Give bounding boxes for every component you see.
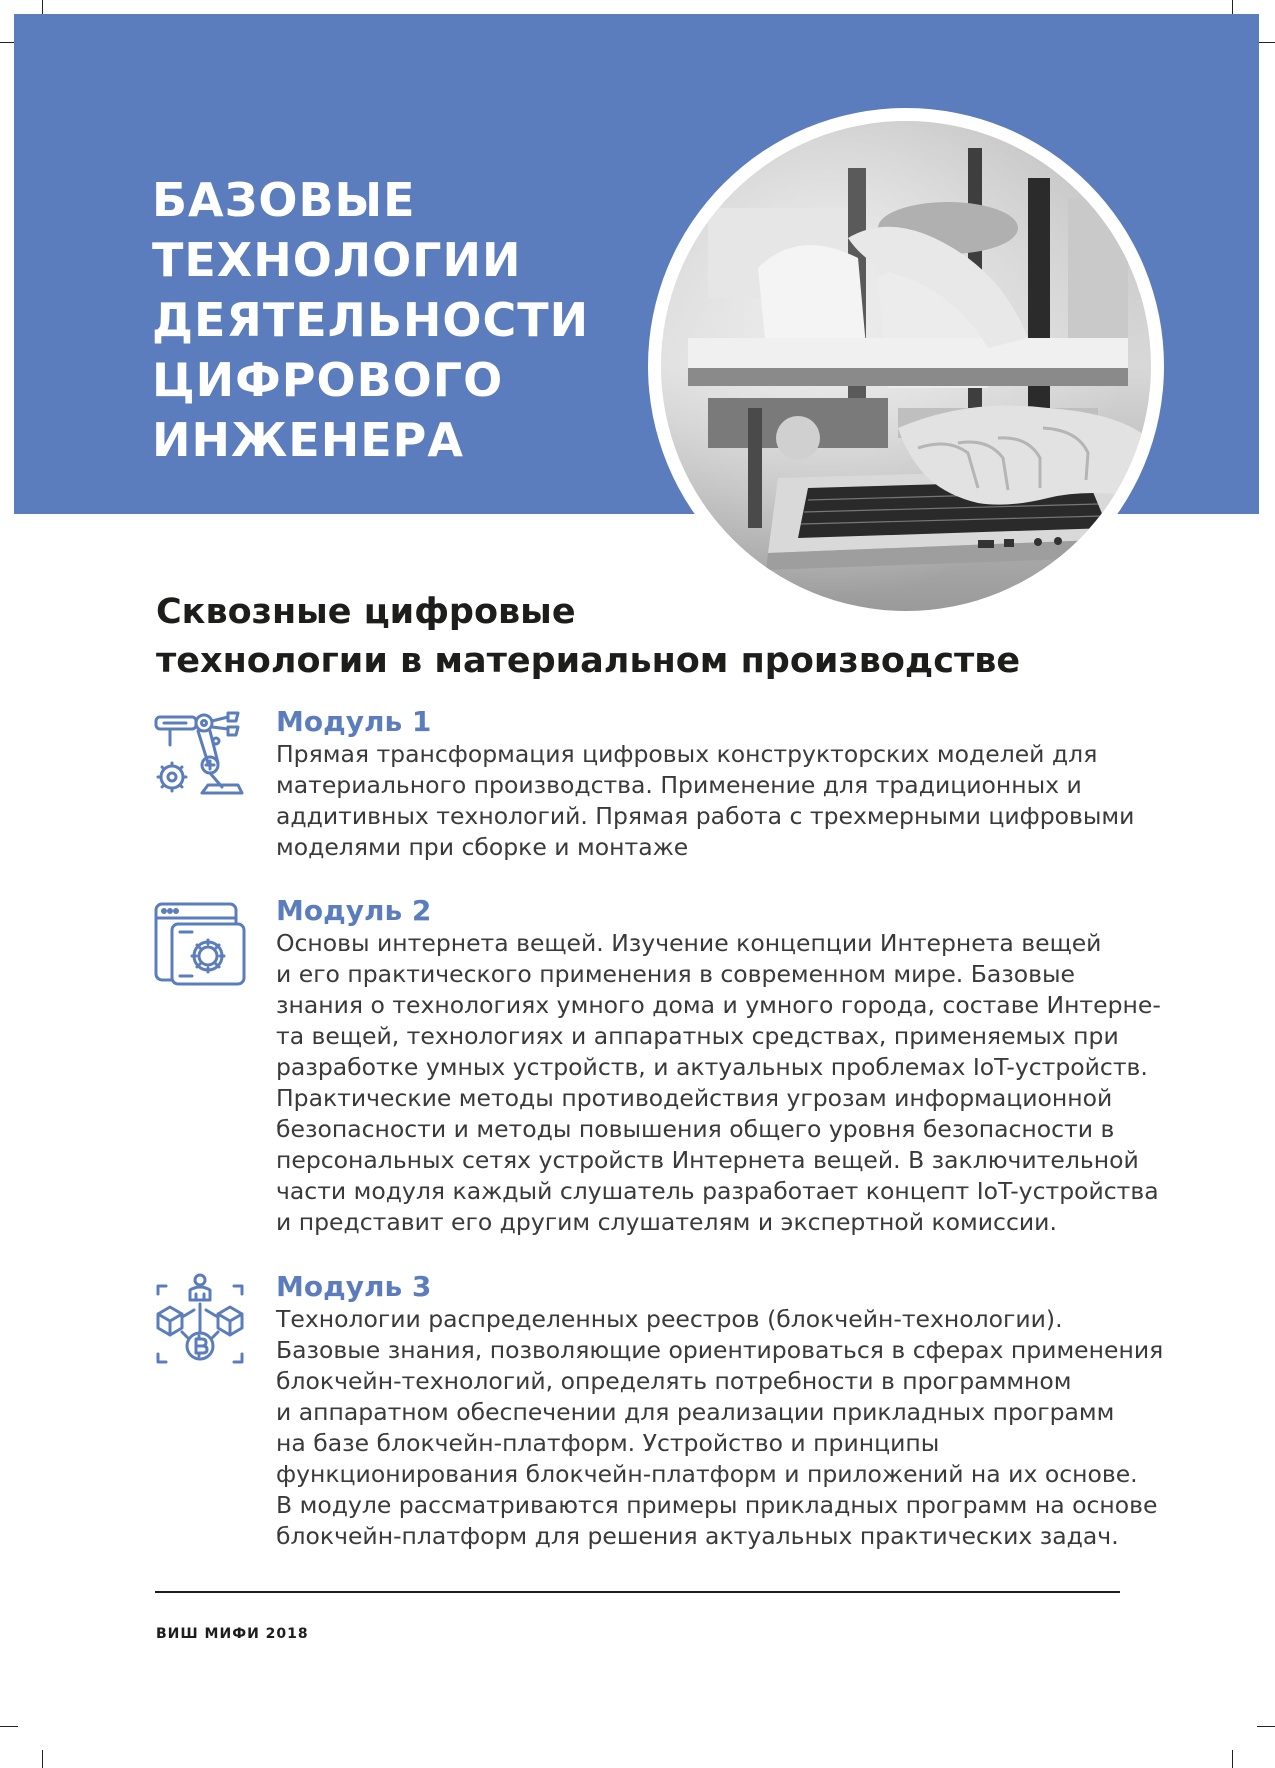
module-description [276,1304,1164,1552]
text-line: и аппаратном обеспечении для реализации прикладных программ [276,1398,1115,1426]
text-line: материального производства. Применение для традиционных и [276,771,1082,799]
module-description [276,928,1161,1238]
text-line: на базе блокчейн-платформ. Устройство и принципы [276,1429,940,1457]
section-title [156,588,1136,686]
section-title-line: Сквозные цифровые [156,592,576,632]
module-title: Модуль 2 [276,894,432,927]
crop-mark [1257,1726,1275,1727]
title-line: ЦИФРОВОГО [152,353,504,407]
module-title: Модуль 1 [276,705,432,738]
text-line: та вещей, технологиях и аппаратных средствах, применяемых при [276,1022,1119,1050]
text-line: функционирования блокчейн-платформ и приложений на их основе. [276,1460,1138,1488]
text-line: Технологии распределенных реестров (блокчейн-технологии). [276,1305,1063,1333]
title-line: БАЗОВЫЕ [152,173,416,227]
text-line: и его практического применения в современном мире. Базовые [276,960,1075,988]
section-title-line: технологии в материальном производстве [156,641,1021,681]
text-line: Основы интернета вещей. Изучение концепции Интернета вещей [276,929,1102,957]
laptop-photo-image [648,108,1164,624]
text-line: знания о технологиях умного дома и умного города, составе Интерне- [276,991,1161,1019]
title-line: ДЕЯТЕЛЬНОСТИ [152,293,590,347]
crop-mark [1232,1750,1233,1768]
text-line: блокчейн-платформ для решения актуальных практических задач. [276,1522,1119,1550]
text-line: Базовые знания, позволяющие ориентироваться в сферах применения [276,1336,1164,1364]
footer-text: ВИШ МИФИ 2018 [156,1626,309,1642]
text-line: персональных сетях устройств Интернета вещей. В заключительной [276,1146,1139,1174]
page-title [152,170,672,470]
header-photo [648,108,1164,624]
title-line: ИНЖЕНЕРА [152,413,464,467]
crop-mark [0,1726,18,1727]
text-line: аддитивных технологий. Прямая работа с трехмерными цифровыми [276,802,1135,830]
text-line: безопасности и методы повышения общего уровня безопасности в [276,1115,1115,1143]
text-line: разработке умных устройств, и актуальных проблемах IoT-устройств. [276,1053,1148,1081]
text-line: Прямая трансформация цифровых конструкторских моделей для [276,740,1098,768]
text-line: блокчейн-технологий, определять потребности в программном [276,1367,1072,1395]
text-line: Практические методы противодействия угрозам информационной [276,1084,1113,1112]
text-line: В модуле рассматриваются примеры прикладных программ на основе [276,1491,1158,1519]
crop-mark [1257,42,1275,43]
text-line: моделями при сборке и монтаже [276,833,689,861]
crop-mark [42,1750,43,1768]
module-title: Модуль 3 [276,1270,432,1303]
text-line: части модуля каждый слушатель разработает концепт IoT-устройства [276,1177,1159,1205]
module-description [276,739,1146,863]
browser-gear-icon [152,896,248,992]
title-line: ТЕХНОЛОГИИ [152,233,522,287]
blockchain-icon [152,1272,248,1368]
text-line: и представит его другим слушателям и экспертной комиссии. [276,1208,1057,1236]
footer-divider [155,1591,1120,1593]
robot-arm-icon [152,707,248,803]
